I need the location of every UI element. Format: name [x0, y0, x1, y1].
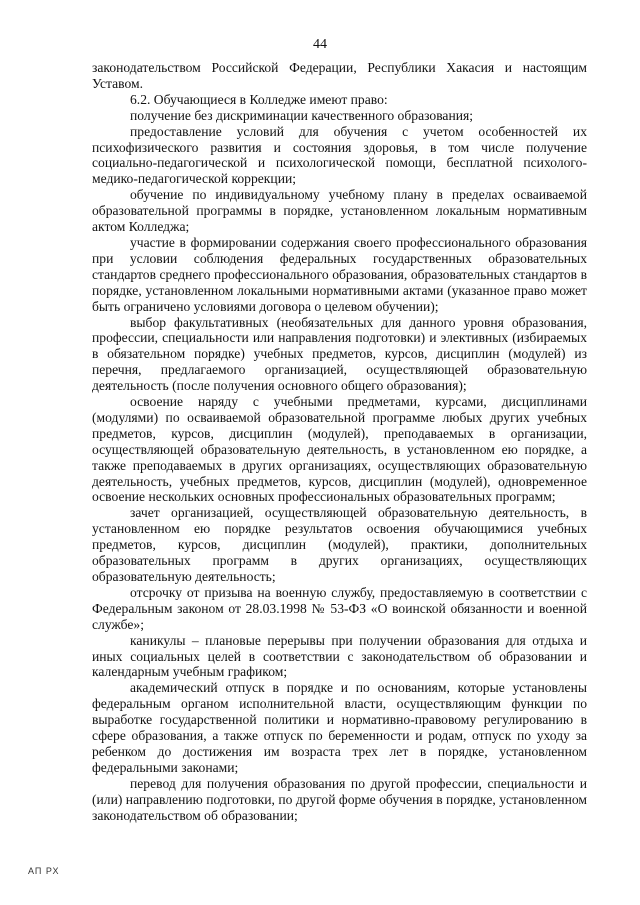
paragraph-right-additional-subjects: освоение наряду с учебными предметами, курсами, дисциплинами (модулями) по осваиваемой образовательной программе любых других учебных предметов, курсов, дисциплин (модулей), преподаваемых в организации, осуществляющей образовательную деятельность, в установленном ею порядке, а также преподаваемых в других организациях, осуществляющих образовательную деятельность, учебных предметов, курсов, дисциплин (модулей), одновременное освоение нескольких основных профессиональных образовательных программ;	[92, 394, 587, 505]
paragraph-right-individual-plan: обучение по индивидуальному учебному плану в пределах осваиваемой образовательной программы в порядке, установленном локальным нормативным актом Колледжа;	[92, 187, 587, 235]
paragraph-right-credit-transfer: зачет организацией, осуществляющей образовательную деятельность, в установленном ею порядке результатов освоения обучающимися учебных предметов, курсов, дисциплин (модулей), практики, дополнительных образовательных программ в других организациях, осуществляющих образовательную деятельность;	[92, 505, 587, 584]
page-number: 44	[313, 37, 327, 52]
paragraph-right-elective-choice: выбор факультативных (необязательных для данного уровня образования, профессии, специальности или направления подготовки) и элективных (избираемых в обязательном порядке) учебных предметов, курсов, дисциплин (модулей) из перечня, предлагаемого организацией, осуществляющей образовательную деятельность (после получения основного общего образования);	[92, 314, 587, 394]
paragraph-right-quality-education: получение без дискриминации качественного образования;	[130, 107, 474, 123]
section-heading-6-2: 6.2. Обучающиеся в Колледже имеют право:	[130, 91, 388, 107]
paragraph-right-vacations: каникулы – плановые перерывы при получении образования для отдыха и иных социальных целей в соответствии с законодательством об образовании и календарным учебным графиком;	[92, 632, 587, 680]
document-body	[92, 60, 587, 824]
paragraph-right-learning-conditions: предоставление условий для обучения с учетом особенностей их психофизического развития и состояния здоровья, в том числе получение социально-педагогической и психологической помощи, бесплатной психолого-медико-педагогической коррекции;	[92, 123, 587, 187]
footer-stamp-mark: АП РХ	[28, 866, 60, 876]
paragraph-right-military-deferral: отсрочку от призыва на военную службу, предоставляемую в соответствии с Федеральным законом от 28.03.1998 № 53-ФЗ «О воинской обязанности и военной службе»;	[92, 584, 587, 632]
paragraph-right-transfer: перевод для получения образования по другой профессии, специальности и (или) направлению подготовки, по другой форме обучения в порядке, установленном законодательством об образовании;	[92, 775, 587, 823]
paragraph-continuation: законодательством Российской Федерации, Республики Хакасия и настоящим Уставом.	[92, 60, 587, 91]
paragraph-right-content-participation: участие в формировании содержания своего профессионального образования при условии соблюдения федеральных государственных образовательных стандартов среднего профессионального образования, образовательных стандартов в порядке, установленном локальными нормативными актами (указанное право может быть ограничено условиями договора о целевом обучении);	[92, 234, 587, 314]
paragraph-right-academic-leave: академический отпуск в порядке и по основаниям, которые установлены федеральным органом исполнительной власти, осуществляющим функции по выработке государственной политики и нормативно-правовому регулированию в сфере образования, а также отпуск по беременности и родам, отпуск по уходу за ребенком до достижения им возраста трех лет в порядке, установленном федеральными законами;	[92, 680, 587, 775]
